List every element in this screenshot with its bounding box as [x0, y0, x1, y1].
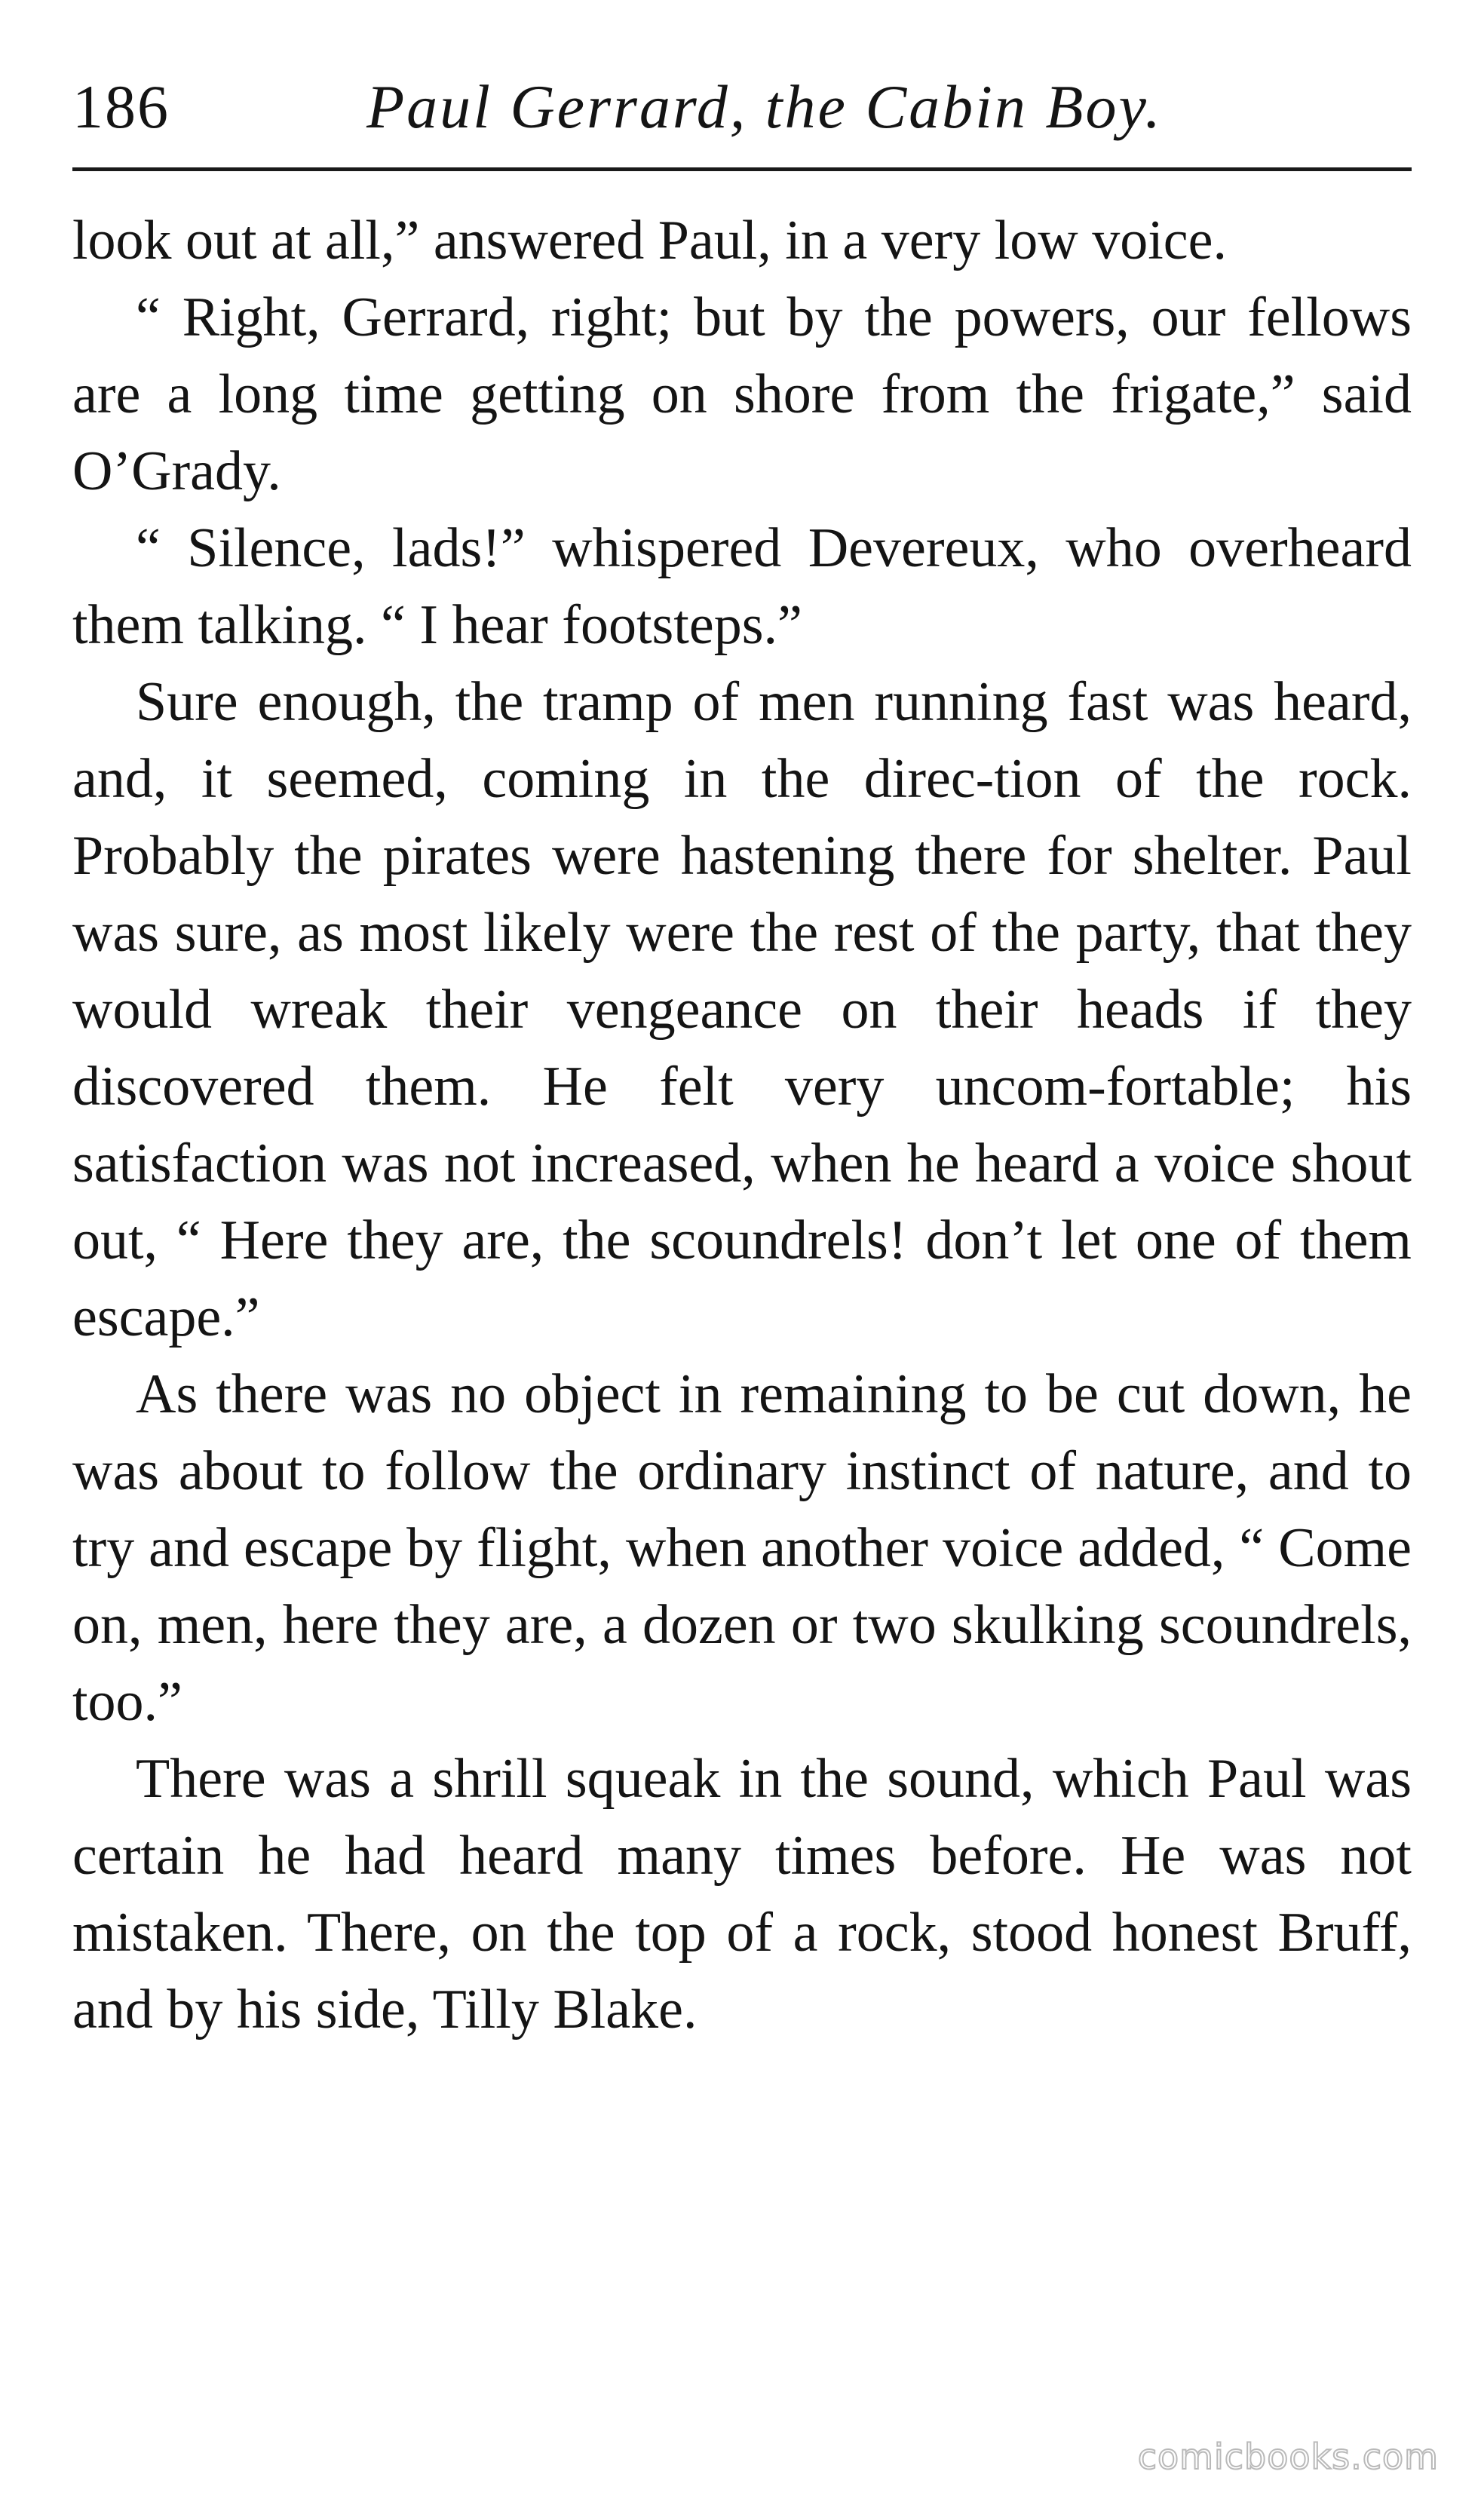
paragraph-5: As there was no object in remaining to be cut down, he was about to follow the ordinary instinct of nature, and to try and escape by flight, when another voice added, “ Come on, men, here they are, a dozen or two skulking scoundrels, too.”: [72, 1363, 1412, 1733]
paragraph-1: look out at all,” answered Paul, in a very low voice.: [72, 210, 1227, 271]
paragraph-2: “ Right, Gerrard, right; but by the powers, our fellows are a long time getting on shore from the frigate,” said O’Grady.: [72, 287, 1412, 502]
body-text: [72, 202, 1412, 2048]
page-number: 186: [72, 72, 170, 141]
running-head: [72, 62, 1412, 152]
paragraph-6: There was a shrill squeak in the sound, which Paul was certain he had heard many times before. He was not mistaken. There, on the top of a rock, stood honest Bruff, and by his side, Tilly Blake.: [72, 1748, 1412, 2040]
paragraph-4: Sure enough, the tramp of men running fast was heard, and, it seemed, coming in the direc-tion of the rock. Probably the pirates were hastening there for shelter. Paul was sure, as most likely were the rest of the party, that they would wreak their vengeance on their heads if they discovered them. He felt very uncom-fortable; his satisfaction was not increased, when he heard a voice shout out, “ Here they are, the scoundrels! don’t let one of them escape.”: [72, 671, 1412, 1348]
watermark: comicbooks.com: [1137, 2436, 1439, 2477]
header-rule: [72, 167, 1412, 171]
running-title: Paul Gerrard, the Cabin Boy.: [366, 72, 1163, 141]
paragraph-3: “ Silence, lads!” whispered Devereux, who overheard them talking. “ I hear footsteps.”: [72, 517, 1412, 656]
